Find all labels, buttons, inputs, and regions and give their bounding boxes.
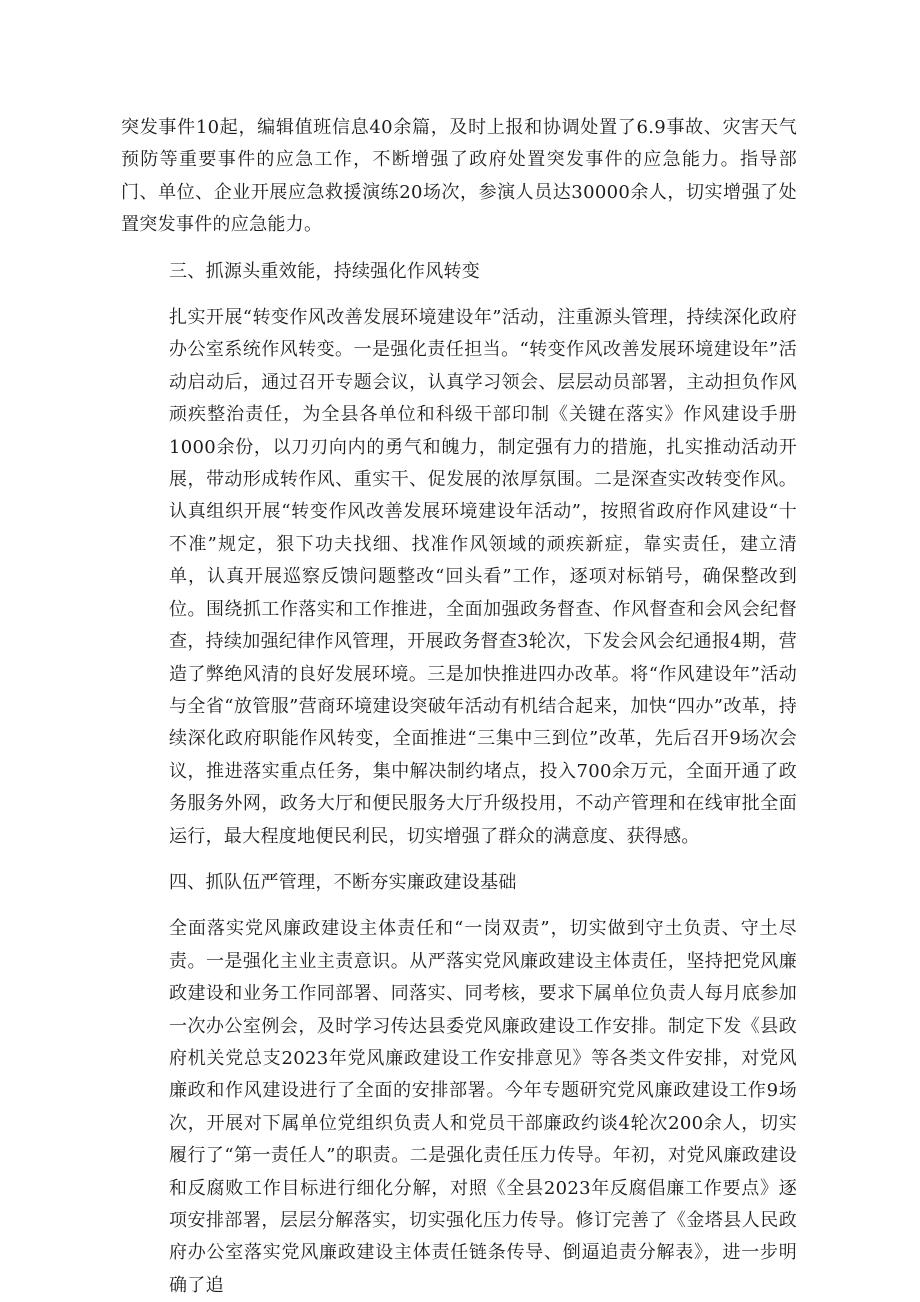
- paragraph-work-style: 扎实开展“转变作风改善发展环境建设年”活动，注重源头管理，持续深化政府办公室系统作风转变。一是强化责任担当。“转变作风改善发展环境建设年”活动启动后，通过召开专题会议，认真学习领会、层层动员部署，主动担负作风顽疾整治责任，为全县各单位和科级干部印制《关键在落实》作风建设手册1000余份，以刀刃向内的勇气和魄力，制定强有力的措施，扎实推动活动开展，带动形成转作风、重实干、促发展的浓厚氛围。二是深查实改转变作风。认真组织开展“转变作风改善发展环境建设年活动”，按照省政府作风建设“十不准”规定，狠下功夫找细、找准作风领域的顽疾新症，靠实责任，建立清单，认真开展巡察反馈问题整改“回头看”工作，逐项对标销号，确保整改到位。围绕抓工作落实和工作推进，全面加强政务督查、作风督查和会风会纪督查，持续加强纪律作风管理，开展政务督查3轮次，下发会风会纪通报4期，营造了弊绝风清的良好发展环境。三是加快推进四办改革。将“作风建设年”活动与全省“放管服”营商环境建设突破年活动有机结合起来，加快“四办”改革，持续深化政府职能作风转变，全面推进“三集中三到位”改革，先后召开9场次会议，推进落实重点任务，集中解决制约堵点，投入700余万元，全面开通了政务服务外网，政务大厅和便民服务大厅升级投用，不动产管理和在线审批全面运行，最大程度地便民利民，切实增强了群众的满意度、获得感。: [169, 307, 797, 847]
- paragraph-emergency: 突发事件10起，编辑值班信息40余篇，及时上报和协调处置了6.9事故、灾害天气预防等重要事件的应急工作，不断增强了政府处置突发事件的应急能力。指导部门、单位、企业开展应急救援演练20场次，参演人员达30000余人，切实增强了处置突发事件的应急能力。: [121, 117, 797, 236]
- heading-section-3: 三、抓源头重效能，持续强化作风转变: [169, 260, 481, 282]
- document-body: [121, 112, 797, 1302]
- paragraph-integrity: 全面落实党风廉政建设主体责任和“一岗双责”，切实做到守土负责、守土尽责。一是强化主业主责意识。从严落实党风廉政建设主体责任，坚持把党风廉政建设和业务工作同部署、同落实、同考核，要求下属单位负责人每月底参加一次办公室例会，及时学习传达县委党风廉政建设工作安排。制定下发《县政府机关党总支2023年党风廉政建设工作安排意见》等各类文件安排，对党风廉政和作风建设进行了全面的安排部署。今年专题研究党风廉政建设工作9场次，开展对下属单位党组织负责人和党员干部廉政约谈4轮次200余人，切实履行了“第一责任人”的职责。二是强化责任压力传导。年初，对党风廉政建设和反腐败工作目标进行细化分解，对照《全县2023年反腐倡廉工作要点》逐项安排部署，层层分解落实，切实强化压力传导。修订完善了《金塔县人民政府办公室落实党风廉政建设主体责任链条传导、倒逼追责分解表》，进一步明确了追: [169, 918, 797, 1296]
- heading-section-4: 四、抓队伍严管理，不断夯实廉政建设基础: [169, 871, 517, 893]
